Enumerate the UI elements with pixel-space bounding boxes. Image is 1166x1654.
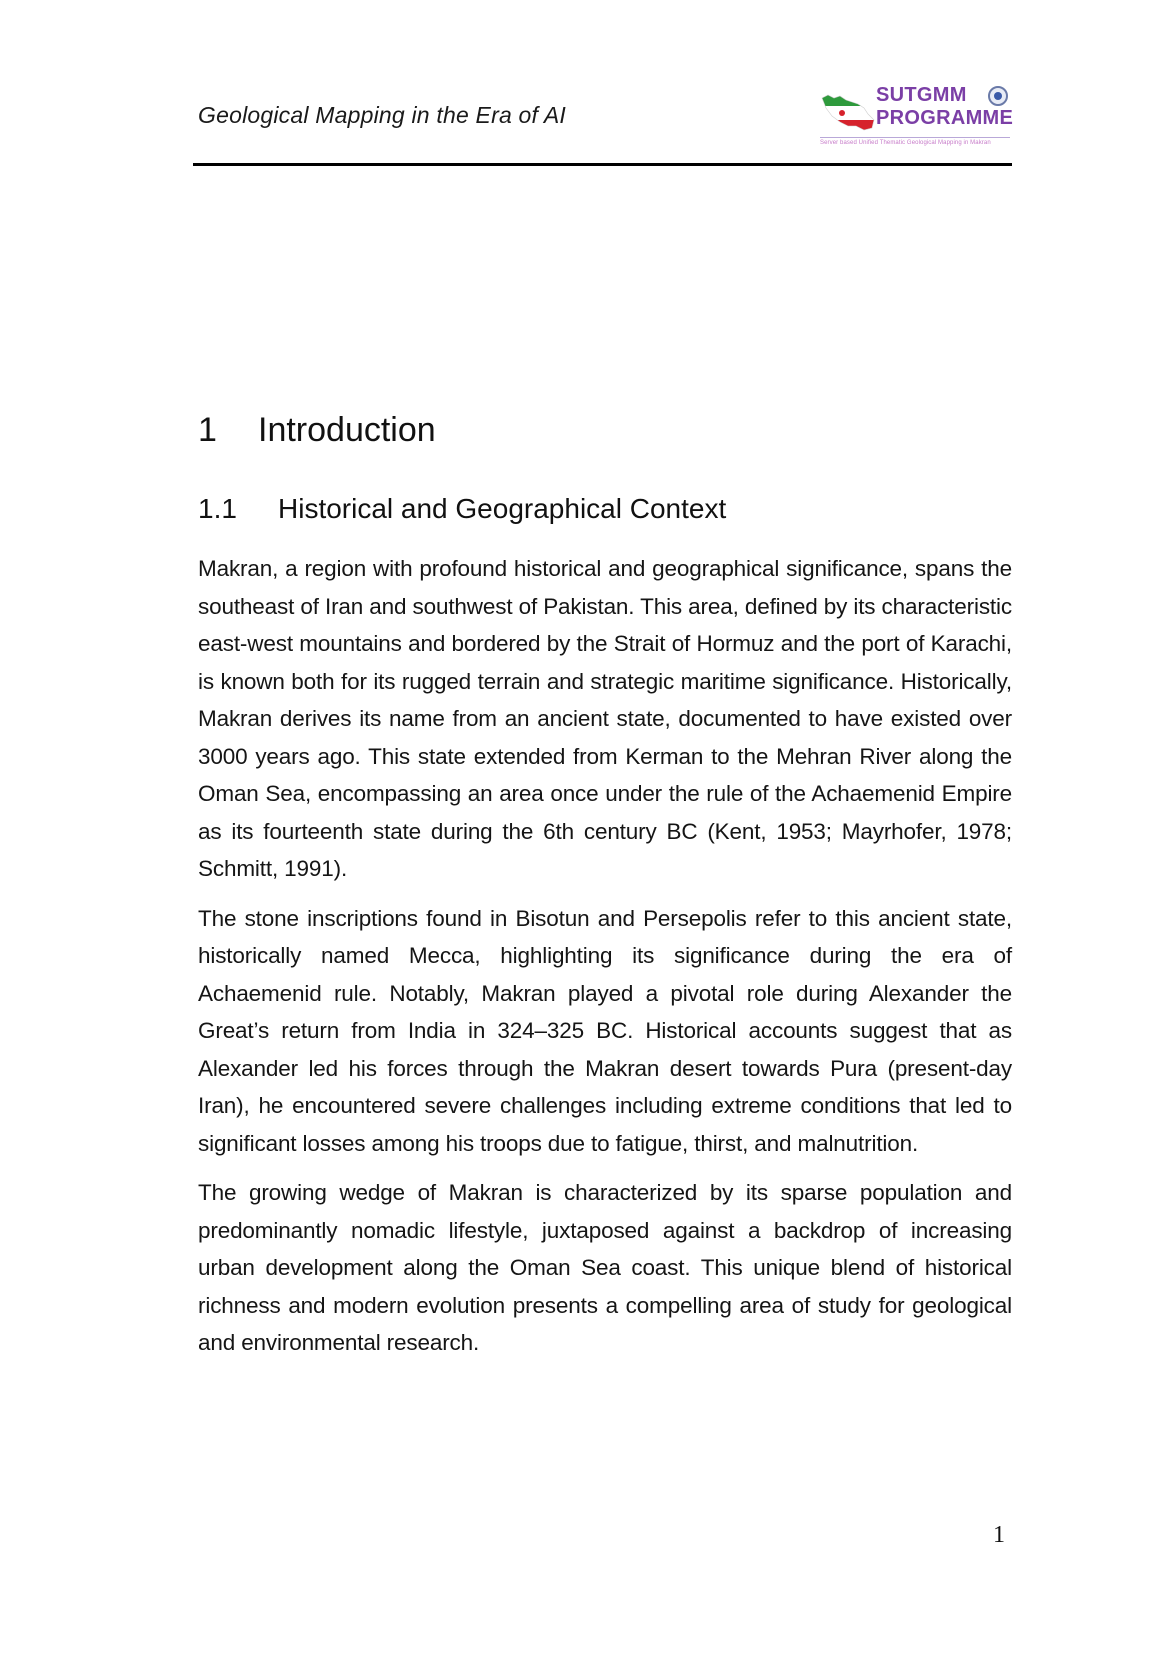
chapter-heading bbox=[198, 410, 436, 450]
body-text bbox=[198, 550, 1012, 1374]
sutgmm-programme-logo bbox=[820, 84, 1016, 156]
section-title: Historical and Geographical Context bbox=[278, 493, 727, 524]
header-rule bbox=[193, 163, 1012, 166]
paragraph: Makran, a region with profound historical and geographical significance, spans the southeast of Iran and southwest of Pakistan. This area, defined by its characteristic east-west mountains and bordered by the Strait of Hormuz and the port of Karachi, is known both for its rugged terrain and strategic maritime significance. Historically, Makran derives its name from an ancient state, documented to have existed over 3000 years ago. This state extended from Kerman to the Mehran River along the Oman Sea, encompassing an area once under the rule of the Achaemenid Empire as its fourteenth state during the 6th century BC (Kent, 1953; Mayrhofer, 1978; Schmitt, 1991). bbox=[198, 556, 1012, 881]
chapter-number: 1 bbox=[198, 411, 217, 449]
logo-line-2: PROGRAMME bbox=[876, 107, 1014, 129]
logo-tagline: Server based Unified Thematic Geological Mapping in Makran bbox=[820, 140, 991, 146]
page-number: 1 bbox=[993, 1522, 1005, 1548]
logo-divider bbox=[820, 137, 1010, 138]
section-number: 1.1 bbox=[198, 493, 237, 524]
running-header-title: Geological Mapping in the Era of AI bbox=[198, 102, 566, 128]
chapter-title: Introduction bbox=[258, 411, 436, 449]
programme-emblem-icon bbox=[988, 86, 1008, 106]
section-heading bbox=[198, 492, 726, 526]
paragraph: The growing wedge of Makran is characterized by its sparse population and predominantly nomadic lifestyle, juxtaposed against a backdrop of increasing urban development along the Oman Sea coast. This unique blend of historical richness and modern evolution presents a compelling area of study for geological and environmental research. bbox=[198, 1180, 1012, 1355]
logo-line-1: SUTGMM bbox=[876, 84, 967, 106]
iran-flag-map-icon bbox=[820, 92, 876, 134]
paragraph: The stone inscriptions found in Bisotun and Persepolis refer to this ancient state, historically named Mecca, highlighting its significance during the era of Achaemenid rule. Notably, Makran played a pivotal role during Alexander the Great’s return from India in 324–325 BC. Historical accounts suggest that as Alexander led his forces through the Makran desert towards Pura (present-day Iran), he encountered severe challenges including extreme conditions that led to significant losses among his troops due to fatigue, thirst, and malnutrition. bbox=[198, 905, 1012, 1156]
